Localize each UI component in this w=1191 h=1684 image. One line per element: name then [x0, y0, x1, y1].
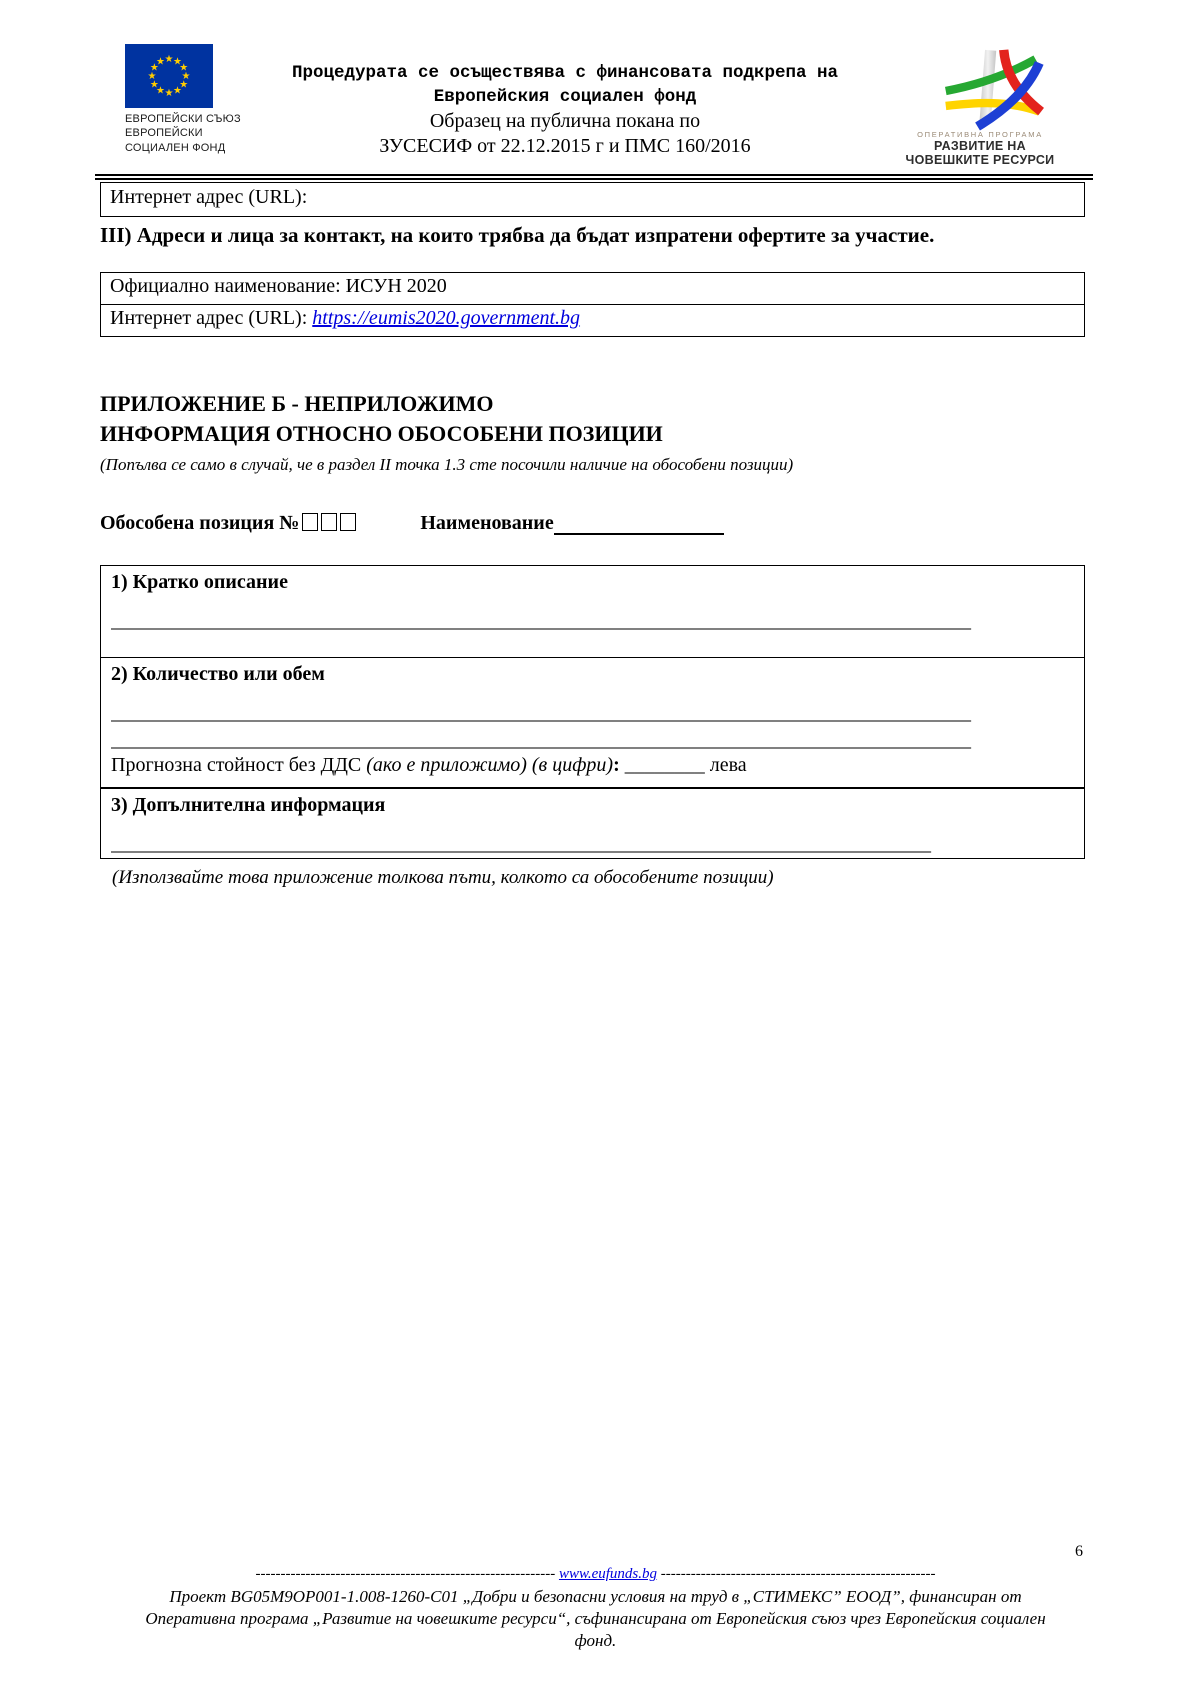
eu-caption-line: СОЦИАЛЕН ФОНД [125, 141, 226, 154]
lot-section-3-title: 3) Допълнителна информация [111, 794, 386, 817]
internet-address-row [101, 304, 1084, 336]
estimated-value-note: (ако е приложимо) (в цифри) [366, 754, 614, 777]
estimated-value-blank: ________ [624, 754, 705, 777]
header-divider [95, 174, 1093, 180]
eu-logo-block [125, 44, 255, 168]
blank-line: ______________________________________________________________________________________ [111, 610, 971, 633]
lot-number-box [321, 513, 337, 531]
estimated-value-label: Прогнозна стойност без ДДС [111, 754, 367, 777]
annex-usage-note: (Използвайте това приложение толкова пъти, колкото са обособените позиции) [112, 867, 774, 889]
header-line-4: ЗУСЕСИФ от 22.12.2015 г и ПМС 160/2016 [379, 135, 751, 158]
contact-table [100, 272, 1085, 337]
footer-project-line-3: фонд. [574, 1631, 617, 1651]
header-line-2: Европейския социален фонд [433, 86, 697, 107]
eumis-link[interactable]: https://eumis2020.government.bg [312, 306, 581, 329]
annex-b-title: ПРИЛОЖЕНИЕ Б - НЕПРИЛОЖИМО [100, 390, 494, 416]
eu-caption-line: ЕВРОПЕЙСКИ СЪЮЗ [125, 113, 241, 125]
svg-text:★: ★ [179, 79, 189, 91]
lot-section-1-box [100, 565, 1085, 658]
header-line-3: Образец на публична покана по [429, 110, 701, 133]
eu-caption-line: ЕВРОПЕЙСКИ [125, 127, 203, 140]
estimated-value-colon: : [613, 754, 625, 777]
lot-section-3-box [100, 788, 1085, 859]
op-logo-block [875, 44, 1085, 168]
lot-number-boxes [299, 512, 356, 535]
internet-address-label: Интернет адрес (URL): [110, 306, 313, 329]
header-center-text [255, 44, 875, 168]
estimated-value-row [111, 754, 1074, 777]
svg-text:★: ★ [156, 56, 165, 68]
svg-text:★: ★ [173, 56, 182, 68]
lot-name-blank [554, 511, 724, 535]
internet-address-label: Интернет адрес (URL): [110, 185, 308, 208]
svg-text:★: ★ [149, 79, 159, 91]
lot-label: Обособена позиция № [100, 512, 300, 535]
svg-text:★: ★ [147, 71, 157, 82]
official-name-row: Официално наименование: ИСУН 2020 [110, 274, 447, 297]
lot-section-2-box [100, 657, 1085, 788]
op-program-name-line: ЧОВЕШКИТЕ РЕСУРСИ [905, 153, 1055, 168]
header-line-1: Процедурата се осъществява с финансовата подкрепа на [291, 63, 839, 83]
lot-number-box [340, 513, 356, 531]
footer-project-line-2: Оперативна програма „Развитие на човешките ресурси“, съфинансирана от Европейския съюз чрез Европейския социален [145, 1609, 1046, 1629]
eufunds-link[interactable]: www.eufunds.bg [558, 1566, 658, 1582]
svg-text:★: ★ [156, 85, 165, 97]
footer-dashes-right: ------------------------------------------------------- [660, 1566, 936, 1582]
op-program-label: ОПЕРАТИВНА ПРОГРАМА [917, 130, 1043, 139]
op-program-name-line: РАЗВИТИЕ НА [934, 139, 1026, 153]
svg-text:★: ★ [149, 62, 159, 74]
blank-line: ______________________________________________________________________________________ [111, 729, 971, 752]
page-header [100, 0, 1085, 168]
footer-dashes-left: ------------------------------------------------------------ [255, 1566, 556, 1582]
currency-label: лева [704, 754, 747, 777]
svg-text:★: ★ [173, 85, 182, 97]
eu-flag-icon [125, 44, 213, 108]
svg-text:★: ★ [181, 71, 191, 82]
lot-section-2-title: 2) Количество или обем [111, 663, 325, 686]
blank-line: __________________________________________________________________________________ [111, 833, 931, 856]
footer-link-line [0, 1566, 1191, 1583]
lot-section-1-title: 1) Кратко описание [111, 571, 288, 594]
svg-text:★: ★ [179, 62, 189, 74]
svg-text:★: ★ [164, 54, 174, 65]
lot-number-box [302, 513, 318, 531]
footer-project-line-1: Проект BG05M9OP001-1.008-1260-C01 „Добри и безопасни условия на труд в „СТИМЕКС” ЕООД”, финансиран от [169, 1587, 1022, 1606]
section-iii-heading: III) Адреси и лица за контакт, на които трябва да бъдат изпратени офертите за участие. [100, 222, 935, 247]
lot-name-label: Наименование [420, 512, 554, 535]
blank-line: ______________________________________________________________________________________ [111, 702, 971, 725]
lot-number-line [100, 511, 1085, 535]
internet-address-box [100, 182, 1085, 217]
page-footer [0, 1566, 1191, 1652]
page-number: 6 [1075, 1543, 1083, 1560]
annex-b-subtitle: ИНФОРМАЦИЯ ОТНОСНО ОБОСОБЕНИ ПОЗИЦИИ [100, 420, 663, 446]
op-hrd-ribbons-icon [941, 48, 1059, 134]
svg-text:★: ★ [164, 88, 174, 99]
annex-b-fill-note: (Попълва се само в случай, че в раздел II точка 1.3 сте посочили наличие на обособени позиции) [100, 455, 794, 475]
